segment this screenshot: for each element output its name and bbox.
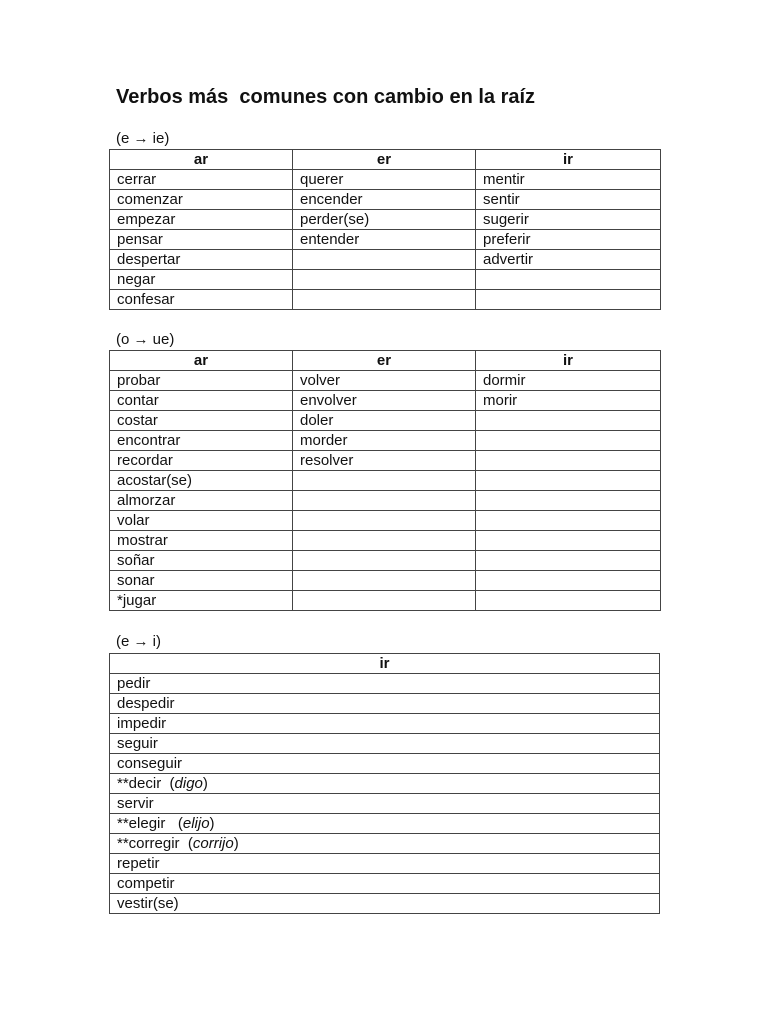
verb-cell: despertar [110, 250, 293, 270]
table-row [110, 694, 660, 714]
verb-cell [293, 511, 476, 531]
table-e-i [109, 653, 660, 914]
verb-cell [110, 894, 660, 914]
verb-text: **corregir ( [117, 835, 193, 852]
irregular-form-note: corrijo [192, 835, 234, 852]
verb-cell: recordar [110, 451, 293, 471]
column-header-ir: ir [110, 654, 660, 674]
verb-cell [110, 694, 660, 714]
verb-cell: encender [293, 190, 476, 210]
verb-text: repetir [117, 855, 160, 872]
table-row [110, 511, 661, 531]
table-row [110, 190, 661, 210]
irregular-form-note: digo [174, 775, 203, 792]
verb-cell: empezar [110, 210, 293, 230]
verb-cell [476, 531, 661, 551]
verb-cell [476, 491, 661, 511]
verb-cell [110, 874, 660, 894]
verb-cell: comenzar [110, 190, 293, 210]
verb-cell: almorzar [110, 491, 293, 511]
verb-cell [110, 794, 660, 814]
table-row [110, 411, 661, 431]
verb-text: **elegir ( [117, 815, 183, 832]
verb-text: competir [117, 875, 175, 892]
verb-cell [110, 674, 660, 694]
closing-paren: ) [209, 815, 215, 832]
table-row [110, 674, 660, 694]
verb-cell [110, 854, 660, 874]
table-row [110, 874, 660, 894]
page-title: Verbos más comunes con cambio en la raíz [116, 86, 536, 108]
verb-text: conseguir [117, 755, 183, 772]
table-row [110, 734, 660, 754]
verb-cell: sonar [110, 571, 293, 591]
table-o-ue [109, 350, 661, 611]
verb-cell: sentir [476, 190, 661, 210]
verb-cell: cerrar [110, 170, 293, 190]
table-row [110, 431, 661, 451]
verb-cell: envolver [293, 391, 476, 411]
verb-text: **decir ( [117, 775, 175, 792]
verb-cell: volar [110, 511, 293, 531]
verb-cell: querer [293, 170, 476, 190]
verb-cell [110, 734, 660, 754]
column-header-ar: ar [110, 150, 293, 170]
verb-cell [476, 571, 661, 591]
verb-cell [476, 290, 661, 310]
table-row [110, 591, 661, 611]
verb-text: seguir [117, 735, 158, 752]
table-row [110, 854, 660, 874]
verb-text: vestir(se) [117, 895, 179, 912]
verb-cell: dormir [476, 371, 661, 391]
column-header-er: er [293, 351, 476, 371]
table-row [110, 170, 661, 190]
verb-cell: sugerir [476, 210, 661, 230]
verb-cell: encontrar [110, 431, 293, 451]
verb-cell [476, 471, 661, 491]
table-row [110, 794, 660, 814]
section-label-e-ie: (e → ie) [116, 130, 170, 147]
verb-cell [110, 814, 660, 834]
verb-cell: soñar [110, 551, 293, 571]
verb-cell: morder [293, 431, 476, 451]
verb-cell [110, 754, 660, 774]
table-row [110, 774, 660, 794]
table-row [110, 491, 661, 511]
table-row [110, 230, 661, 250]
verb-cell: preferir [476, 230, 661, 250]
verb-cell: mostrar [110, 531, 293, 551]
verb-cell [476, 451, 661, 471]
table-row [110, 531, 661, 551]
verb-cell [293, 471, 476, 491]
verb-cell [293, 491, 476, 511]
verb-cell [293, 571, 476, 591]
verb-cell [476, 431, 661, 451]
column-header-ir: ir [476, 351, 661, 371]
column-header-er: er [293, 150, 476, 170]
verb-cell: acostar(se) [110, 471, 293, 491]
verb-cell [293, 531, 476, 551]
table-row [110, 451, 661, 471]
table-row [110, 371, 661, 391]
verb-cell: entender [293, 230, 476, 250]
verb-text: pedir [117, 675, 151, 692]
verb-cell [293, 591, 476, 611]
table-row [110, 834, 660, 854]
table-row [110, 471, 661, 491]
table-row [110, 270, 661, 290]
verb-cell: volver [293, 371, 476, 391]
verb-cell [293, 290, 476, 310]
verb-cell [293, 250, 476, 270]
verb-cell: contar [110, 391, 293, 411]
verb-cell [110, 834, 660, 854]
table-row [110, 571, 661, 591]
verb-cell: doler [293, 411, 476, 431]
table-row [110, 714, 660, 734]
table-header-row [110, 351, 661, 371]
verb-cell: pensar [110, 230, 293, 250]
table-row [110, 250, 661, 270]
table-row [110, 894, 660, 914]
verb-cell: resolver [293, 451, 476, 471]
verb-cell: mentir [476, 170, 661, 190]
table-header-row [110, 654, 660, 674]
column-header-ar: ar [110, 351, 293, 371]
verb-cell [293, 551, 476, 571]
table-row [110, 754, 660, 774]
verb-cell: costar [110, 411, 293, 431]
table-header-row [110, 150, 661, 170]
column-header-ir: ir [476, 150, 661, 170]
table-row [110, 551, 661, 571]
verb-cell: morir [476, 391, 661, 411]
closing-paren: ) [233, 835, 239, 852]
verb-cell [293, 270, 476, 290]
verb-cell [476, 551, 661, 571]
section-label-e-i: (e → i) [116, 633, 161, 650]
closing-paren: ) [202, 775, 208, 792]
table-row [110, 814, 660, 834]
verb-cell [110, 774, 660, 794]
verb-cell: negar [110, 270, 293, 290]
verb-cell: advertir [476, 250, 661, 270]
verb-cell: *jugar [110, 591, 293, 611]
verb-text: servir [117, 795, 154, 812]
table-row [110, 210, 661, 230]
verb-cell [476, 270, 661, 290]
verb-cell: confesar [110, 290, 293, 310]
verb-text: impedir [117, 715, 167, 732]
verb-cell [476, 511, 661, 531]
verb-cell [476, 591, 661, 611]
verb-text: despedir [117, 695, 175, 712]
section-label-o-ue: (o → ue) [116, 331, 175, 348]
table-row [110, 391, 661, 411]
irregular-form-note: elijo [182, 815, 210, 832]
verb-cell [110, 714, 660, 734]
verb-cell [476, 411, 661, 431]
table-row [110, 290, 661, 310]
verb-cell: probar [110, 371, 293, 391]
table-e-ie [109, 149, 661, 310]
verb-cell: perder(se) [293, 210, 476, 230]
